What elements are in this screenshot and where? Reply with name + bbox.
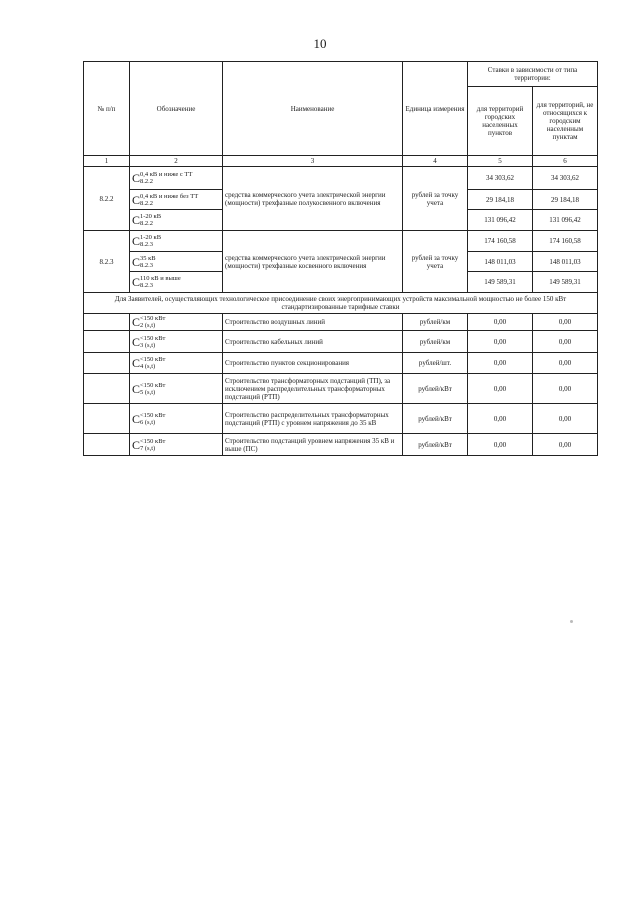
rate-unit: рублей/км bbox=[403, 314, 468, 331]
group-823-unit: рублей за точку учета bbox=[403, 231, 468, 293]
rate-rural: 149 589,31 bbox=[533, 272, 598, 293]
rate-name: Строительство кабельных линий bbox=[223, 331, 403, 353]
designation-cell: C <150 кВт 2 (s,t) bbox=[130, 314, 223, 331]
rate-name: Строительство распределительных трансформаторных подстанций (РТП) с уровнем напряжения до 35 кВ bbox=[223, 404, 403, 434]
designation-sup: <150 кВт bbox=[140, 381, 166, 389]
index-cell: 3 bbox=[223, 156, 403, 167]
header-unit: Единица измерения bbox=[403, 62, 468, 156]
index-cell: 4 bbox=[403, 156, 468, 167]
designation-sup: 0,4 кВ и ниже с ТТ bbox=[140, 171, 193, 178]
group-822-num: 8.2.2 bbox=[84, 167, 130, 231]
empty-cell bbox=[84, 434, 130, 456]
empty-cell bbox=[84, 353, 130, 374]
index-cell: 2 bbox=[130, 156, 223, 167]
group-822-name: средства коммерческого учета электрической энергии (мощности) трехфазные полукосвенного включения bbox=[223, 167, 403, 231]
header-designation: Обозначение bbox=[130, 62, 223, 156]
rate-urban: 34 303,62 bbox=[468, 167, 533, 190]
rate-urban: 131 096,42 bbox=[468, 210, 533, 231]
group-823-num: 8.2.3 bbox=[84, 231, 130, 293]
group-823-name: средства коммерческого учета электрической энергии (мощности) трехфазные косвенного включения bbox=[223, 231, 403, 293]
designation-sub: 8.2.2 bbox=[140, 199, 154, 207]
rate-urban: 0,00 bbox=[468, 331, 533, 353]
designation-sup: 1-20 кВ bbox=[140, 213, 162, 220]
empty-cell bbox=[84, 331, 130, 353]
designation-sup: 1-20 кВ bbox=[140, 234, 162, 241]
header-num: № п/п bbox=[84, 62, 130, 156]
table-row bbox=[84, 331, 598, 353]
table-row bbox=[84, 353, 598, 374]
designation-cell: C <150 кВт 5 (s,t) bbox=[130, 374, 223, 404]
designation-sup: <150 кВт bbox=[140, 411, 166, 419]
rate-unit: рублей/км bbox=[403, 331, 468, 353]
table-row bbox=[84, 374, 598, 404]
designation-cell: C 0,4 кВ и ниже без ТТ 8.2.2 bbox=[130, 190, 223, 210]
rate-urban: 0,00 bbox=[468, 404, 533, 434]
rate-name: Строительство пунктов секционирования bbox=[223, 353, 403, 374]
designation-sub: 4 (s,t) bbox=[140, 363, 156, 370]
designation-sup: <150 кВт bbox=[140, 437, 166, 445]
rate-urban: 0,00 bbox=[468, 353, 533, 374]
rate-urban: 29 184,18 bbox=[468, 190, 533, 210]
rate-rural: 174 160,58 bbox=[533, 231, 598, 252]
designation-sup: <150 кВт bbox=[140, 356, 166, 363]
rate-urban: 0,00 bbox=[468, 314, 533, 331]
designation-sup: 110 кВ и выше bbox=[140, 275, 181, 282]
table-row bbox=[84, 231, 598, 252]
rate-unit: рублей/кВт bbox=[403, 404, 468, 434]
designation-cell: C 1-20 кВ 8.2.3 bbox=[130, 231, 223, 252]
empty-cell bbox=[84, 404, 130, 434]
rate-name: Строительство воздушных линий bbox=[223, 314, 403, 331]
rate-unit: рублей/шт. bbox=[403, 353, 468, 374]
rate-rural: 0,00 bbox=[533, 331, 598, 353]
empty-cell bbox=[84, 314, 130, 331]
designation-sub: 8.2.3 bbox=[140, 282, 154, 289]
rate-rural: 0,00 bbox=[533, 374, 598, 404]
index-cell: 6 bbox=[533, 156, 598, 167]
rate-name: Строительство трансформаторных подстанций (ТП), за исключением распределительных трансформаторных подстанций (РТП) bbox=[223, 374, 403, 404]
designation-sup: 0,4 кВ и ниже без ТТ bbox=[140, 192, 199, 200]
rate-rural: 0,00 bbox=[533, 314, 598, 331]
designation-sub: 8.2.2 bbox=[140, 178, 154, 185]
designation-sub: 8.2.3 bbox=[140, 261, 154, 269]
designation-sup: <150 кВт bbox=[140, 315, 166, 322]
designation-sub: 8.2.3 bbox=[140, 241, 154, 248]
table-row bbox=[84, 167, 598, 190]
tariff-table bbox=[83, 61, 598, 456]
rate-urban: 174 160,58 bbox=[468, 231, 533, 252]
rate-unit: рублей/кВт bbox=[403, 434, 468, 456]
designation-sup: <150 кВт bbox=[140, 334, 166, 342]
rate-unit: рублей/кВт bbox=[403, 374, 468, 404]
designation-sub: 7 (s,t) bbox=[140, 444, 156, 452]
header-rural: для территорий, не относящихся к городским населенным пунктам bbox=[533, 87, 598, 156]
header-urban: для территорий городских населенных пунктов bbox=[468, 87, 533, 156]
rate-rural: 148 011,03 bbox=[533, 252, 598, 272]
rate-rural: 34 303,62 bbox=[533, 167, 598, 190]
table-row bbox=[84, 434, 598, 456]
rate-urban: 0,00 bbox=[468, 374, 533, 404]
note-row bbox=[84, 293, 598, 314]
designation-cell: C 35 кВ 8.2.3 bbox=[130, 252, 223, 272]
index-cell: 1 bbox=[84, 156, 130, 167]
rate-rural: 0,00 bbox=[533, 353, 598, 374]
designation-cell: C 1-20 кВ 8.2.2 bbox=[130, 210, 223, 231]
index-row bbox=[84, 156, 598, 167]
group-822-unit: рублей за точку учета bbox=[403, 167, 468, 231]
designation-sub: 2 (s,t) bbox=[140, 322, 156, 329]
designation-cell: C <150 кВт 7 (s,t) bbox=[130, 434, 223, 456]
table-row bbox=[84, 314, 598, 331]
designation-sub: 8.2.2 bbox=[140, 220, 154, 227]
designation-sub: 3 (s,t) bbox=[140, 341, 156, 349]
rate-rural: 0,00 bbox=[533, 404, 598, 434]
designation-cell: C 110 кВ и выше 8.2.3 bbox=[130, 272, 223, 293]
designation-cell: C <150 кВт 4 (s,t) bbox=[130, 353, 223, 374]
designation-cell: C <150 кВт 6 (s,t) bbox=[130, 404, 223, 434]
rate-rural: 29 184,18 bbox=[533, 190, 598, 210]
rate-urban: 0,00 bbox=[468, 434, 533, 456]
rate-urban: 148 011,03 bbox=[468, 252, 533, 272]
scan-speck bbox=[570, 620, 573, 623]
page-number: 10 bbox=[313, 36, 327, 51]
header-row bbox=[84, 62, 598, 87]
note-text: Для Заявителей, осуществляющих технологическое присоединение своих энергопринимающих устройств максимальной мощностью не более 150 кВт стандартизированные тарифные ставки bbox=[84, 293, 598, 314]
designation-sub: 5 (s,t) bbox=[140, 388, 156, 396]
designation-sub: 6 (s,t) bbox=[140, 418, 156, 426]
rate-rural: 131 096,42 bbox=[533, 210, 598, 231]
rate-urban: 149 589,31 bbox=[468, 272, 533, 293]
table-row bbox=[84, 404, 598, 434]
designation-cell: C <150 кВт 3 (s,t) bbox=[130, 331, 223, 353]
rate-rural: 0,00 bbox=[533, 434, 598, 456]
header-rates-group: Ставки в зависимости от типа территории: bbox=[468, 62, 598, 87]
designation-cell: C 0,4 кВ и ниже с ТТ 8.2.2 bbox=[130, 167, 223, 190]
rate-name: Строительство подстанций уровнем напряжения 35 кВ и выше (ПС) bbox=[223, 434, 403, 456]
index-cell: 5 bbox=[468, 156, 533, 167]
designation-sup: 35 кВ bbox=[140, 254, 156, 262]
header-name: Наименование bbox=[223, 62, 403, 156]
empty-cell bbox=[84, 374, 130, 404]
